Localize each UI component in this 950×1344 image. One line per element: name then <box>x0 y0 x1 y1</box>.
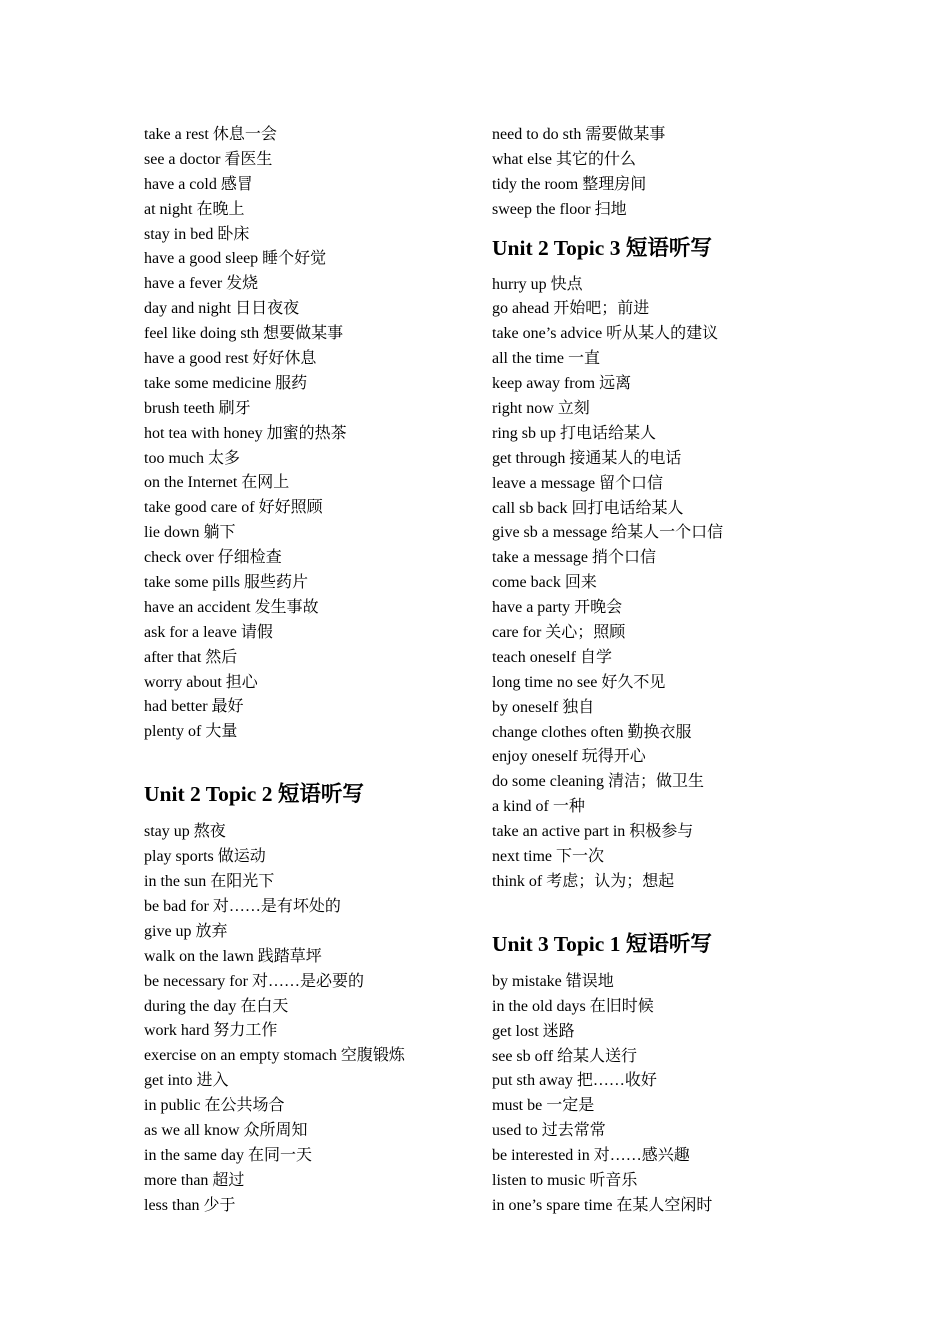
phrase-item: had better 最好 <box>144 698 244 716</box>
phrase-item: take a message 捎个口信 <box>492 549 656 567</box>
phrase-item: by oneself 独自 <box>492 698 595 716</box>
phrase-list-u2t3 <box>492 273 872 895</box>
phrase-item: get through 接通某人的电话 <box>492 449 682 467</box>
phrase-item: ask for a leave 请假 <box>144 623 273 641</box>
phrase-item: call sb back 回打电话给某人 <box>492 499 684 517</box>
phrase-item: walk on the lawn 践踏草坪 <box>144 947 322 965</box>
phrase-item: come back 回来 <box>492 574 597 592</box>
phrase-item: get into 进入 <box>144 1072 229 1090</box>
phrase-item: must be 一定是 <box>492 1097 595 1115</box>
phrase-item: need to do sth 需要做某事 <box>492 126 666 143</box>
phrase-item: put sth away 把……收好 <box>492 1072 657 1090</box>
phrase-item: take good care of 好好照顾 <box>144 499 323 517</box>
phrase-item: worry about 担心 <box>144 673 258 691</box>
phrase-item: hurry up 快点 <box>492 275 583 293</box>
section-heading-u3t1: Unit 3 Topic 1 短语听写 <box>492 931 712 956</box>
phrase-item: right now 立刻 <box>492 400 590 418</box>
phrase-item: listen to music 听音乐 <box>492 1171 638 1189</box>
phrase-item: be bad for 对……是有坏处的 <box>144 897 341 915</box>
phrase-item: stay up 熬夜 <box>144 823 226 841</box>
phrase-item: during the day 在白天 <box>144 997 289 1015</box>
phrase-item: more than 超过 <box>144 1171 245 1189</box>
phrase-list-u2t1 <box>144 123 489 745</box>
phrase-item: tidy the room 整理房间 <box>492 175 647 193</box>
phrase-item: enjoy oneself 玩得开心 <box>492 748 646 766</box>
phrase-item: at night 在晚上 <box>144 200 245 218</box>
phrase-item: in one’s spare time 在某人空闲时 <box>492 1196 713 1214</box>
phrase-item: less than 少于 <box>144 1196 236 1214</box>
phrase-item: do some cleaning 清洁；做卫生 <box>492 773 704 791</box>
phrase-item: have a good sleep 睡个好觉 <box>144 250 327 268</box>
right-column <box>492 123 872 1219</box>
phrase-item: a kind of 一种 <box>492 798 585 816</box>
phrase-item: feel like doing sth 想要做某事 <box>144 325 344 343</box>
phrase-item: be interested in 对……感兴趣 <box>492 1147 690 1165</box>
phrase-item: next time 下一次 <box>492 848 604 866</box>
left-column <box>144 123 489 1219</box>
phrase-item: all the time 一直 <box>492 350 600 368</box>
phrase-item: in public 在公共场合 <box>144 1097 285 1115</box>
phrase-list-u2t1-continued <box>492 123 872 223</box>
phrase-item: leave a message 留个口信 <box>492 474 664 492</box>
phrase-item: have a good rest 好好休息 <box>144 350 317 368</box>
phrase-item: check over 仔细检查 <box>144 549 282 567</box>
phrase-item: plenty of 大量 <box>144 723 238 741</box>
phrase-item: give sb a message 给某人一个口信 <box>492 524 724 542</box>
phrase-item: have a party 开晚会 <box>492 599 623 617</box>
phrase-item: be necessary for 对……是必要的 <box>144 972 364 990</box>
phrase-item: teach oneself 自学 <box>492 648 612 666</box>
phrase-item: long time no see 好久不见 <box>492 673 666 691</box>
section-heading-u2t3: Unit 2 Topic 3 短语听写 <box>492 235 712 260</box>
phrase-item: take some medicine 服药 <box>144 374 308 392</box>
phrase-item: in the old days 在旧时候 <box>492 997 654 1015</box>
phrase-item: work hard 努力工作 <box>144 1022 278 1040</box>
phrase-item: see sb off 给某人送行 <box>492 1047 638 1065</box>
phrase-item: in the sun 在阳光下 <box>144 873 275 891</box>
phrase-item: what else 其它的什么 <box>492 150 636 168</box>
phrase-item: sweep the floor 扫地 <box>492 200 627 218</box>
phrase-item: ring sb up 打电话给某人 <box>492 424 657 442</box>
phrase-item: in the same day 在同一天 <box>144 1146 312 1164</box>
phrase-item: take a rest 休息一会 <box>144 126 277 143</box>
phrase-item: too much 太多 <box>144 449 240 467</box>
phrase-list-u3t1 <box>492 970 872 1219</box>
phrase-item: see a doctor 看医生 <box>144 150 273 168</box>
phrase-item: hot tea with honey 加蜜的热茶 <box>144 424 347 442</box>
phrase-item: take one’s advice 听从某人的建议 <box>492 325 719 343</box>
phrase-item: keep away from 远离 <box>492 375 632 393</box>
phrase-item: lie down 躺下 <box>144 524 236 542</box>
phrase-item: change clothes often 勤换衣服 <box>492 723 692 741</box>
phrase-item: get lost 迷路 <box>492 1022 575 1040</box>
phrase-item: brush teeth 刷牙 <box>144 399 251 417</box>
phrase-item: day and night 日日夜夜 <box>144 300 300 318</box>
phrase-item: take an active part in 积极参与 <box>492 823 694 841</box>
phrase-item: used to 过去常常 <box>492 1122 606 1140</box>
phrase-list-u2t2 <box>144 820 489 1218</box>
phrase-item: play sports 做运动 <box>144 848 266 866</box>
phrase-item: by mistake 错误地 <box>492 972 614 990</box>
phrase-item: go ahead 开始吧；前进 <box>492 300 650 318</box>
phrase-item: care for 关心；照顾 <box>492 624 626 642</box>
phrase-item: on the Internet 在网上 <box>144 474 290 492</box>
phrase-item: exercise on an empty stomach 空腹锻炼 <box>144 1047 405 1065</box>
phrase-item: think of 考虑；认为；想起 <box>492 872 675 890</box>
phrase-item: after that 然后 <box>144 648 238 666</box>
phrase-item: have a cold 感冒 <box>144 175 253 193</box>
phrase-item: have a fever 发烧 <box>144 275 259 293</box>
phrase-item: stay in bed 卧床 <box>144 225 250 243</box>
phrase-item: as we all know 众所周知 <box>144 1121 308 1139</box>
phrase-item: give up 放弃 <box>144 922 228 940</box>
phrase-item: have an accident 发生事故 <box>144 598 319 616</box>
section-heading-u2t2: Unit 2 Topic 2 短语听写 <box>144 782 364 807</box>
phrase-item: take some pills 服些药片 <box>144 574 308 592</box>
